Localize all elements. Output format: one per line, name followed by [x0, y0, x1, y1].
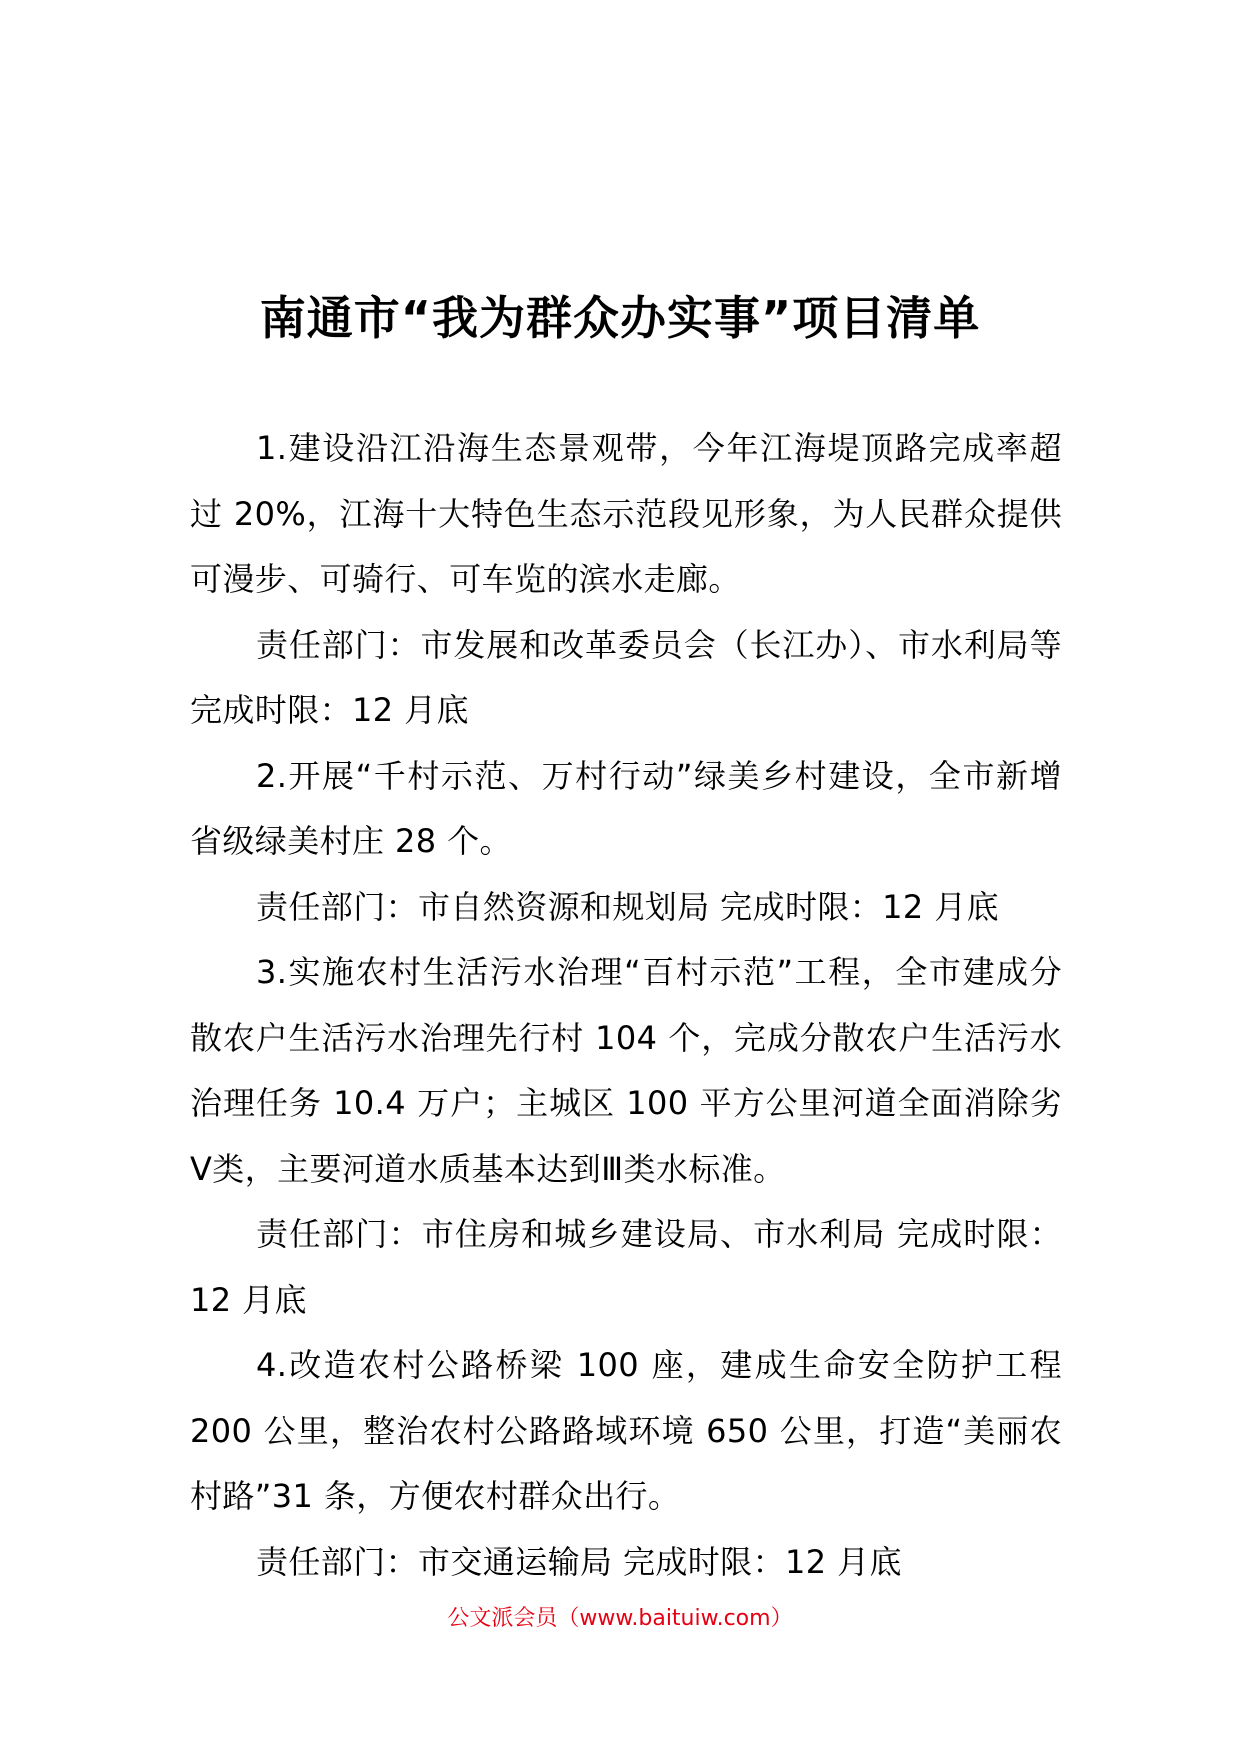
item-4-responsibility: 责任部门：市交通运输局 完成时限：12 月底 [256, 1542, 902, 1581]
item-2-description: 2.开展“千村示范、万村行动”绿美乡村建设，全市新增省级绿美村庄 28 个。 [190, 756, 1062, 860]
item-3-description: 3.实施农村生活污水治理“百村示范”工程，全市建成分散农户生活污水治理先行村 104 个，完成分散农户生活污水治理任务 10.4 万户；主城区 100 平方公里河道全面消除劣Ⅴ类，主要河道水质基本达到Ⅲ类水标准。 [190, 953, 1062, 1188]
document-body [190, 416, 1062, 1595]
item-1-responsibility: 责任部门：市发展和改革委员会（长江办）、市水利局等 完成时限：12 月底 [190, 625, 1062, 729]
item-1-description: 1.建设沿江沿海生态景观带，今年江海堤顶路完成率超过 20%，江海十大特色生态示范段见形象，为人民群众提供可漫步、可骑行、可车览的滨水走廊。 [190, 429, 1062, 598]
item-2-responsibility: 责任部门：市自然资源和规划局 完成时限：12 月底 [256, 887, 1000, 926]
item-3-responsibility: 责任部门：市住房和城乡建设局、市水利局 完成时限：12 月底 [190, 1215, 1062, 1319]
footer-watermark: 公文派会员（www.baituiw.com） [447, 1606, 793, 1631]
document-title: 南通市“我为群众办实事”项目清单 [259, 291, 981, 345]
item-4-description: 4.改造农村公路桥梁 100 座，建成生命安全防护工程 200 公里，整治农村公路路域环境 650 公里，打造“美丽农村路”31 条，方便农村群众出行。 [190, 1346, 1062, 1515]
